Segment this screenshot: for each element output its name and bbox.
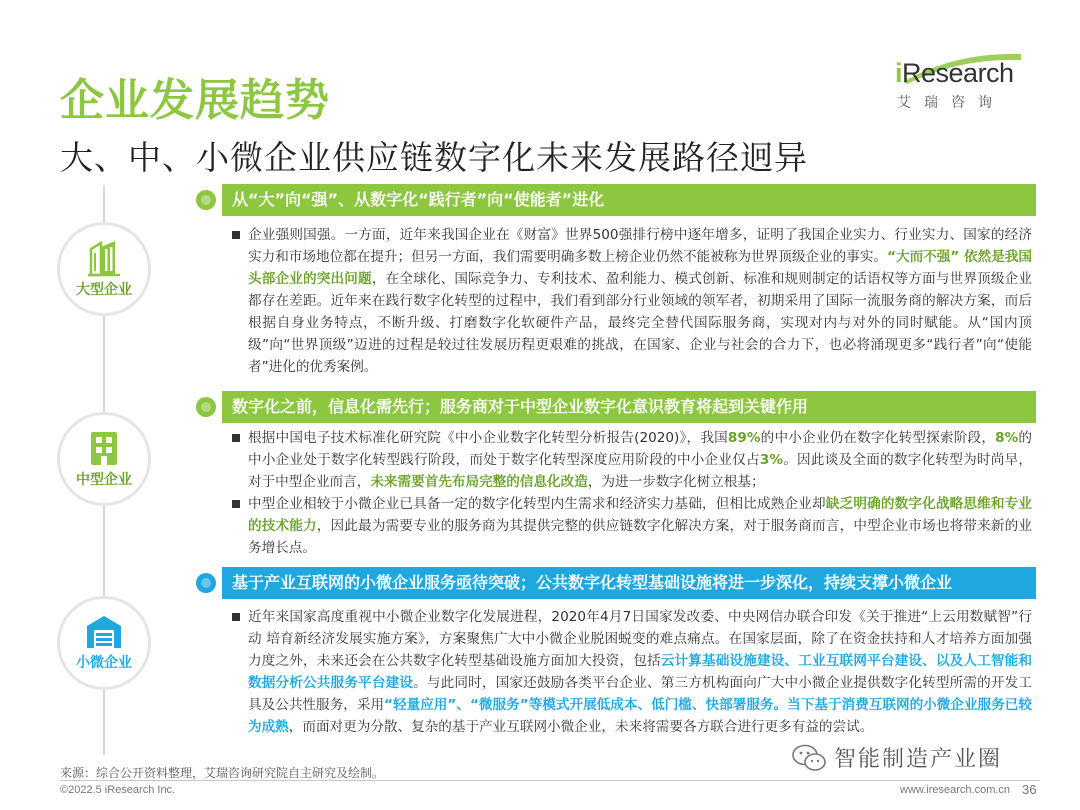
section-2-paragraph-2: 中型企业相较于小微企业已具备一定的数字化转型内生需求和经济实力基础，但相比成熟企业却缺乏明确的数字化战略思维和专业的技术能力，因此最为需要专业的服务商为其提供完整的供应链数字化解决方案，对于服务商而言，中型企业市场也将带来新的业务增长点。 bbox=[248, 493, 1032, 559]
section-2-bullet-dot bbox=[196, 397, 216, 417]
medium-enterprise-label: 中型企业 bbox=[76, 472, 132, 488]
watermark-text: 智能制造产业圈 bbox=[834, 747, 1003, 772]
watermark bbox=[792, 742, 1002, 773]
section-3-bullet-dot bbox=[196, 573, 216, 593]
section-2-highlight-2: 缺乏明确的数字化战略思维和专业的技术能力 bbox=[248, 496, 1033, 534]
section-3-highlight-1: 云计算基础设施建设、工业互联网平台建设、以及人工智能和数据分析公共服务平台建设 bbox=[248, 653, 1032, 691]
section-1-highlight: “大而不强” 依然是我国头部企业的突出问题 bbox=[248, 249, 1033, 287]
page-title: 企业发展趋势 bbox=[60, 75, 330, 126]
section-1-bullet-dot bbox=[196, 190, 216, 210]
website-link[interactable]: www.iresearch.com.cn bbox=[900, 784, 1011, 796]
small-enterprise-badge bbox=[57, 596, 151, 690]
copyright: ©2022.5 iResearch Inc. bbox=[60, 784, 176, 796]
section-3-heading: 基于产业互联网的小微企业服务亟待突破；公共数字化转型基础设施将进一步深化，持续支撑小微企业 bbox=[222, 567, 1036, 599]
logo-research: Research bbox=[902, 58, 1014, 88]
small-enterprise-label: 小微企业 bbox=[76, 655, 132, 671]
section-2-paragraph-1: 根据中国电子技术标准化研究院《中小企业数字化转型分析报告(2020)》，我国89%的中小企业仍在数字化转型探索阶段，8%的中小企业处于数字化转型践行阶段，而处于数字化转型深度应用阶段的中小企业仅占3%。因此谈及全面的数字化转型为时尚早，对于中型企业而言，未来需要首先布局完整的信息化改造，为进一步数字化树立根基； bbox=[248, 427, 1032, 493]
small-enterprise-warehouse-icon bbox=[85, 614, 123, 650]
source-note: 来源：综合公开资料整理，艾瑞咨询研究院自主研究及绘制。 bbox=[60, 766, 385, 780]
large-enterprise-label: 大型企业 bbox=[76, 282, 132, 298]
page-subtitle: 大、中、小微企业供应链数字化未来发展路径迥异 bbox=[60, 138, 808, 177]
section-1-paragraph: 企业强则国强。一方面，近年来我国企业在《财富》世界500强排行榜中逐年增多，证明了我国企业实力、行业实力、国家的经济实力和市场地位都在提升；但另一方面，我们需要明确多数上榜企业仍然不能被称为世界顶级企业的事实。“大而不强” 依然是我国头部企业的突出问题，在全球化、国际竞争力、专利技术、盈利能力、模式创新、标准和规则制定的话语权等方面与世界顶级企业都存在差距。近年来在践行数字化转型的过程中，我们看到部分行业领域的领军者，初期采用了国际一流服务商的解决方案，而后根据自身业务特点，不断升级、打磨数字化软硬件产品，最终完全替代国际服务商，实现对内与对外的同时赋能。从“国内顶级”向“世界顶级”迈进的过程是较过往发展历程更艰难的挑战，在国家、企业与社会的合力下，也必将涌现更多“践行者”向“使能者”进化的优秀案例。 bbox=[248, 224, 1032, 378]
section-2-heading: 数字化之前，信息化需先行；服务商对于中型企业数字化意识教育将起到关键作用 bbox=[222, 391, 1036, 423]
logo-cn: 艾瑞咨询 bbox=[897, 95, 1005, 111]
logo-i: i bbox=[895, 58, 903, 88]
medium-enterprise-badge bbox=[57, 412, 151, 506]
footer-divider bbox=[60, 780, 1040, 781]
iresearch-logo bbox=[895, 58, 1025, 112]
page-number: 36 bbox=[1022, 782, 1037, 797]
medium-enterprise-building-icon bbox=[87, 429, 121, 467]
section-1-heading: 从“大”向“强”、从数字化“践行者”向“使能者”进化 bbox=[222, 184, 1036, 216]
wechat-icon bbox=[792, 744, 826, 772]
section-3-highlight-2: “轻量应用”、“微服务”等模式开展低成本、低门槛、快部署服务。当下基于消费互联网的小微企业服务已较为成熟 bbox=[248, 697, 1033, 735]
large-enterprise-building-icon bbox=[87, 239, 121, 277]
section-3-paragraph: 近年来国家高度重视中小微企业数字化发展进程，2020年4月7日国家发改委、中央网信办联合印发《关于推进“上云用数赋智”行动 培育新经济发展实施方案》，方案聚焦广大中小微企业脱困蜕变的难点痛点。在国家层面，除了在资金扶持和人才培养方面加强力度之外，未来还会在公共数字化转型基础设施方面加大投资，包括云计算基础设施建设、工业互联网平台建设、以及人工智能和数据分析公共服务平台建设。与此同时，国家还鼓励各类平台企业、第三方机构面向广大中小微企业提供数字化转型所需的开发工具及公共性服务，采用“轻量应用”、“微服务”等模式开展低成本、低门槛、快部署服务。当下基于消费互联网的小微企业服务已较为成熟，而面对更为分散、复杂的基于产业互联网小微企业，未来将需要各方联合进行更多有益的尝试。 bbox=[248, 606, 1032, 738]
section-2-highlight-1: 未来需要首先布局完整的信息化改造 bbox=[370, 474, 588, 490]
large-enterprise-badge bbox=[57, 222, 151, 316]
